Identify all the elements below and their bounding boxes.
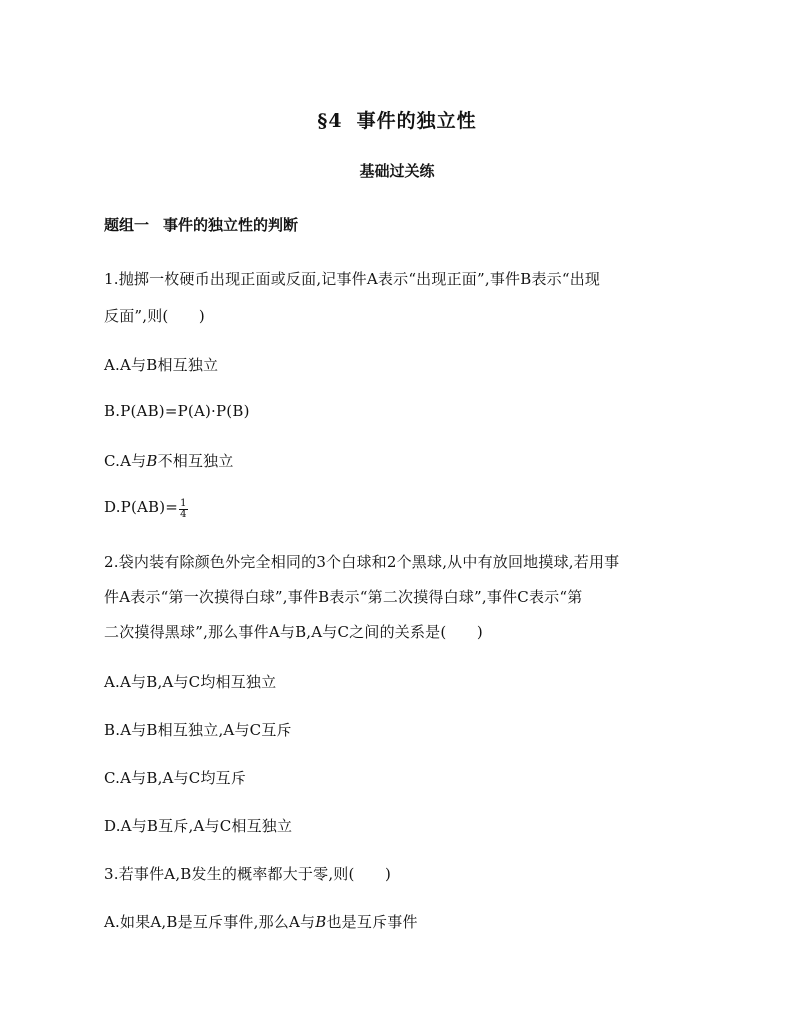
q3-option-a-variable: B [315, 913, 327, 931]
q1-option-b: B.P(AB)=P(A)·P(B) [104, 402, 250, 420]
q3-option-a-suffix: 也是互斥事件 [326, 913, 418, 931]
q1-option-d-prefix: D.P(AB)= [104, 498, 179, 516]
q1-option-c-suffix: 不相互独立 [157, 452, 234, 470]
question-group-heading [104, 214, 298, 235]
q2-option-d: D.A与B互斥,A与C相互独立 [104, 817, 293, 835]
q1-stem-line-2: 反面”,则( ) [104, 307, 205, 325]
q1-option-c-variable: B [146, 452, 158, 470]
group-label: 题组一 [104, 216, 150, 234]
q3-stem-line-1: 3.若事件A,B发生的概率都大于零,则( ) [104, 865, 392, 883]
q1-option-d [104, 498, 694, 520]
q2-option-c: C.A与B,A与C均互斥 [104, 769, 247, 787]
section-title: 事件的独立性 [356, 110, 477, 132]
page-subtitle: 基础过关练 [359, 162, 435, 180]
fraction [179, 499, 188, 520]
q3-option-a [104, 911, 694, 932]
q2-option-a: A.A与B,A与C均相互独立 [104, 673, 277, 691]
q1-option-a: A.A与B相互独立 [104, 356, 219, 374]
q2-option-b: B.A与B相互独立,A与C互斥 [104, 721, 292, 739]
q3-option-a-prefix: A.如果A,B是互斥事件,那么A与 [104, 913, 316, 931]
fraction-denominator: 4 [180, 508, 187, 520]
fraction-numerator: 1 [180, 497, 187, 509]
q1-option-c [104, 450, 694, 471]
q1-stem-line-1: 1.抛掷一枚硬币出现正面或反面,记事件A表示“出现正面”,事件B表示“出现 [104, 270, 601, 288]
page-title [0, 106, 794, 133]
q2-stem-line-2: 件A表示“第一次摸得白球”,事件B表示“第二次摸得白球”,事件C表示“第 [104, 588, 583, 606]
q2-stem-line-3: 二次摸得黑球”,那么事件A与B,A与C之间的关系是( ) [104, 623, 483, 641]
q2-stem-line-1: 2.袋内装有除颜色外完全相同的3个白球和2个黑球,从中有放回地摸球,若用事 [104, 553, 620, 571]
q1-option-c-prefix: C.A与 [104, 452, 147, 470]
section-mark: §4 [317, 110, 343, 132]
group-title: 事件的独立性的判断 [163, 216, 299, 234]
